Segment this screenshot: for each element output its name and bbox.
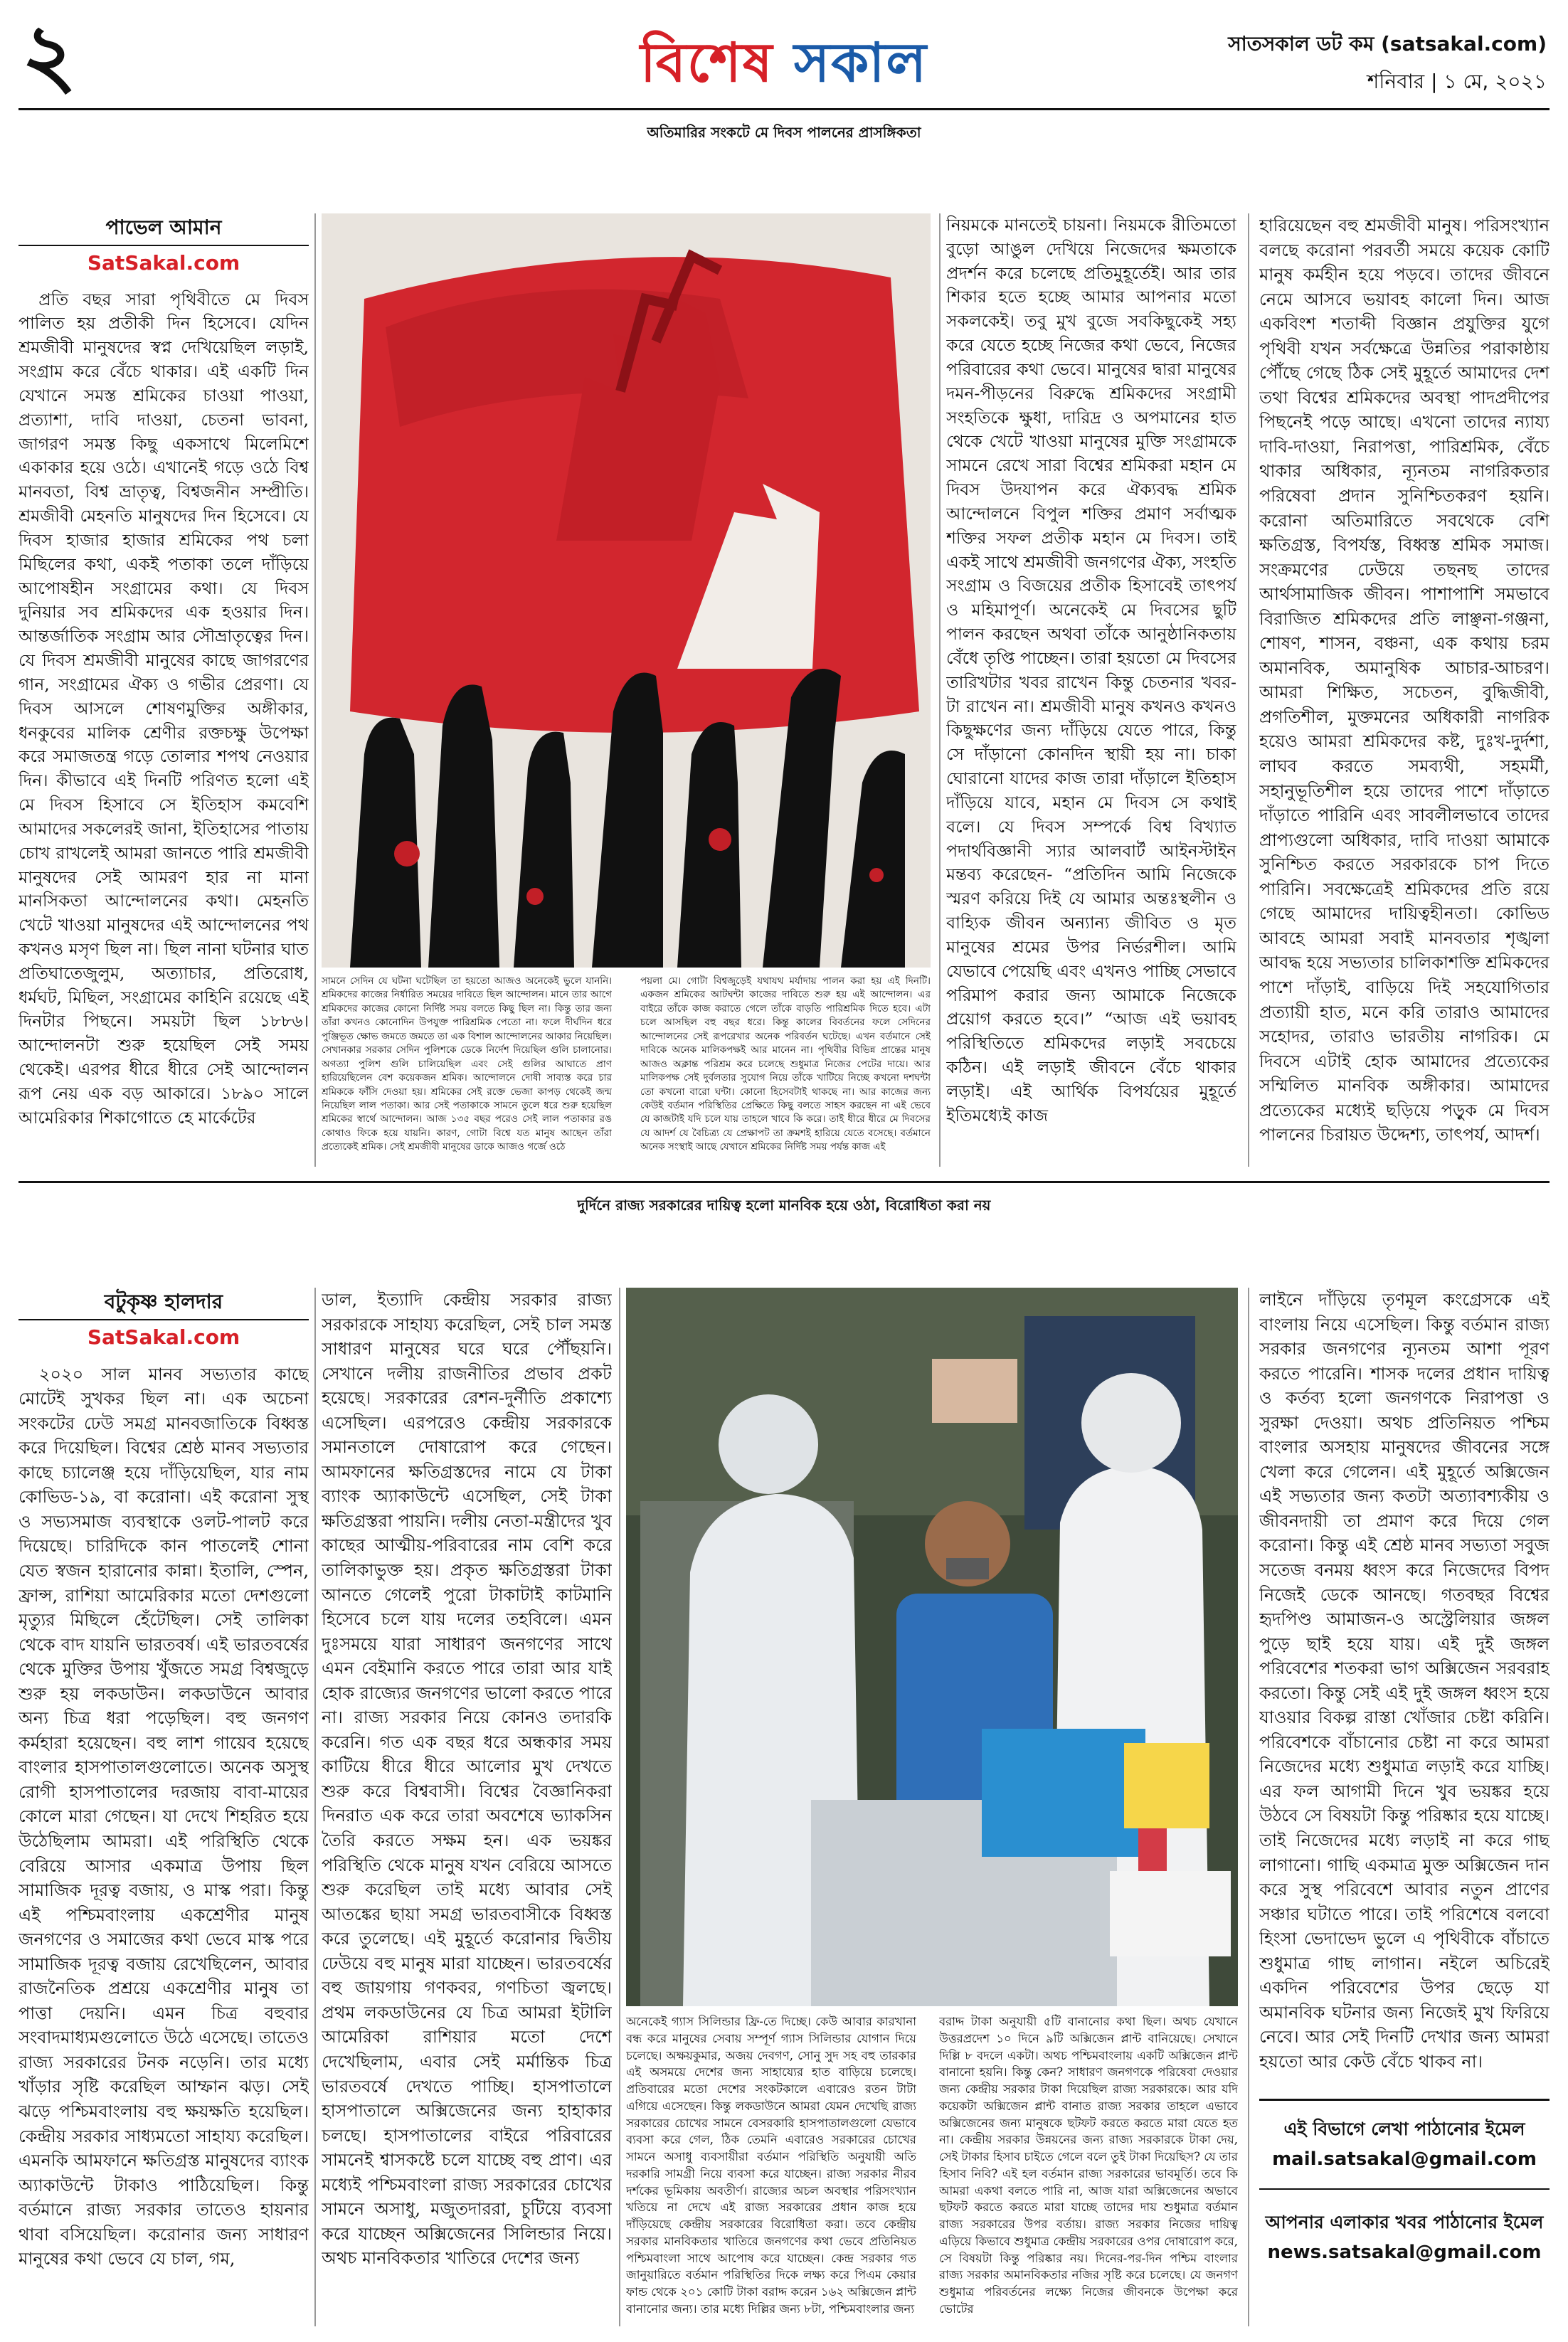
- article2-text-4: বরাদ্দ টাকা অনুযায়ী ৫টি বানানোর কথা ছিল। অথচ যেখানে উত্তরপ্রদেশ ১০ দিনে ৯টি অক্সিজেন প্লান্ট বানিয়েছে। সেখানে দিল্লি ৮ বদলে একটা। অথচ পশ্চিমবাংলায় একটি অক্সিজেন প্লান্ট বানানো হয়নি। কিন্তু কেন? সাধারণ জনগণকে পরিষেবা দেওয়ার জন্য কেন্দ্রীয় সরকার টাকা দিয়েছিল রাজ্য সরকারকে। আর যদি কয়েকটা অক্সিজেন প্লান্ট বানাত রাজ্য সরকার তাহলে এভাবে অক্সিজেনের জন্য মানুষকে ছটফট করতে করতে মারা যেতে হত না। কেন্দ্রীয় সরকার উন্নয়নের জন্য রাজ্য সরকারকে টাকা দেয়, সেই টাকার হিসাব চাইতে গেলে বলে তুই টাকা দিয়েছিস? যে তার হিসাব নিবি? এই হল বর্তমান রাজ্য সরকারের ভাবমূর্তি। তবে কি আমরা একথা বলতে পারি না, আজ যারা অক্সিজেনের অভাবে ছটফট করতে করতে মারা যাচ্ছে তাদের দায় শুধুমাত্র বর্তমান রাজ্য সরকারের উপর বর্তায়। রাজ্য সরকার নিজের দায়িত্ব এড়িয়ে কিভাবে শুধুমাত্র কেন্দ্রীয় সরকারের ওপর দোষারোপ করে, সে বিষয়টা কিন্তু পরিষ্কার নয়। দিনের-পর-দিন পশ্চিম বাংলার রাজ্য সরকার অমানবিকতার নজির সৃষ্টি করে চলেছে। যে জনগণ শুধুমাত্র পরিবর্তনের লক্ষ্যে নিজের জীবনকে উপেক্ষা করে ভোটের: [939, 2015, 1238, 2316]
- contact-email-2[interactable]: news.satsakal@gmail.com: [1267, 2242, 1542, 2263]
- column-divider: [1248, 213, 1249, 1167]
- contact-divider: [1259, 2188, 1550, 2190]
- article2-column-4: [939, 2013, 1238, 2326]
- article2-text-5: লাইনে দাঁড়িয়ে তৃণমূল কংগ্রেসকে এই বাংলায় নিয়ে এসেছিল। কিন্তু বর্তমান রাজ্য সরকার জনগণের ন্যূনতম আশা পূরণ করতে পারেনি। শাসক দলের প্রধান দায়িত্ব ও কর্তব্য হলো জনগণকে নিরাপত্তা ও সুরক্ষা দেওয়া। অথচ প্রতিনিয়ত পশ্চিম বাংলার অসহায় মানুষদের জীবনের সঙ্গে খেলা করে গেলেন। এই মুহূর্তে অক্সিজেন এই সভ্যতার জন্য কতটা অত্যাবশ্যকীয় ও জীবনদায়ী তা প্রমাণ করে দিয়ে গেল করোনা। কিন্তু এই শ্রেষ্ঠ মানব সভ্যতা সবুজ সতেজ বনময় ধ্বংস করে নিজেদের বিপদ নিজেই ডেকে আনছে। গতবছর বিশ্বের হৃদপিণ্ড আমাজন-ও অস্ট্রেলিয়ার জঙ্গল পুড়ে ছাই হয়ে যায়। এই দুই জঙ্গল পরিবেশের শতকরা ভাগ অক্সিজেন সরবরাহ করতো। কিন্তু সেই এই দুই জঙ্গল ধ্বংস হয়ে যাওয়ার বিকল্প রাস্তা খোঁজার চেষ্টা করিনি। পরিবেশকে বাঁচানোর চেষ্টা না করে আমরা নিজেদের মধ্যে শুধুমাত্র লড়াই করে যাচ্ছি। এর ফল আগামী দিনে খুব ভয়ঙ্কর হয়ে উঠবে সে বিষয়টা কিন্তু পরিষ্কার হয়ে যাচ্ছে। তাই নিজেদের মধ্যে লড়াই না করে গাছ লাগানো। গাছি একমাত্র মুক্ত অক্সিজেন দান করে সুস্থ পরিবেশে আবার নতুন প্রাণের সঞ্চার ঘটাতে পারে। তাই পরিশেষে বলবো হিংসা ভেদাভেদ ভুলে এ পৃথিবীকে বাঁচাতে শুধুমাত্র গাছ লাগান। নইলে অচিরেই একদিন পরিবেশের উপর ছেড়ে যা অমানবিক ঘটনার জন্য নিজেই মুখ ফিরিয়ে নেবে। আর সেই দিনটি দেখার জন্য আমরা হয়তো আর কেউ বেঁচে থাকব না।: [1259, 1290, 1550, 2072]
- article1-text-2: সামনে সেদিন যে ঘটনা ঘটেছিল তা হয়তো আজও অনেকেই ভুলে যাননি। শ্রমিকদের কাজের নির্ধারিত সময়ের দাবিতে ছিল আন্দোলন। মানে তার আগে শ্রমিকদের কাজের কোনো নির্দিষ্ট সময় বলতে কিছু ছিল না। কিন্তু তার জন্য তাঁরা কখনও কোনোদিন উপযুক্ত পারিশ্রমিক পেতো না। ফলে দীর্ঘদিন ধরে পুঞ্জিভূত ক্ষোভ জমতে জমতে তা এক বিশাল আন্দোলনের আকার নিয়েছিল। সেখানকার সরকার সেদিন পুলিশকে ডেকে নির্দেশ দিয়েছিল গুলি চালানোর। অগত্যা পুলিশ গুলি চালিয়েছিল এবং সেই গুলির আঘাতে প্রাণ হারিয়েছিলেন বেশ কয়েকজন শ্রমিক। আন্দোলনে দোষী সাব্যস্ত করে চার শ্রমিককে ফাঁসি দেওয়া হয়। শ্রমিকের সেই রক্তে ভেজা কাপড় থেকেই জন্ম নিয়েছিল লাল পতাকা। আর সেই পতাকাকে সামনে তুলে ধরে শুরু হয়েছিল শ্রমিকের স্বার্থে আন্দোলন। আজ ১৩৫ বছর পরেও সেই লাল পতাকার রঙ কোথাও ফিকে হয়ে যায়নি। কারণ, গোটা বিশ্বে যত মানুষ আছেন তাঁরা প্রত্যেকেই শ্রমিক। সেই শ্রমজীবী মানুষের ডাকে আজও গর্জে ওঠে: [322, 975, 612, 1153]
- article1-text-1: প্রতি বছর সারা পৃথিবীতে মে দিবস পালিত হয় প্রতীকী দিন হিসেবে। যেদিন শ্রমজীবী মানুষদের স্বপ্ন দেখিয়েছিল লড়াই, সংগ্রাম করে বেঁচে থাকার। এই একটি দিন যেখানে সমস্ত শ্রমিকের চাওয়া পাওয়া, প্রত্যাশা, দাবি দাওয়া, চেতনা ভাবনা, জাগরণ সমস্ত কিছু একসাথে মিলেমিশে একাকার হয়ে ওঠে। এখানেই গড়ে ওঠে বিশ্ব মানবতা, বিশ্ব ভ্রাতৃত্ব, বিশ্বজনীন সম্প্রীতি। শ্রমজীবী মেহনতি মানুষদের দিন হিসেবে। যে দিবস হাজার হাজার শ্রমিকের পথ চলা মিছিলের কথা, একই পতাকা তলে দাঁড়িয়ে আপোষহীন সংগ্রামের কথা। যে দিবস দুনিয়ার সব শ্রমিকদের এক হওয়ার দিন। আন্তর্জাতিক সংগ্রাম আর সৌভ্রাতৃত্বের দিন। যে দিবস শ্রমজীবী মানুষের কাছে জাগরণের গান, সংগ্রামের ঐক্য ও গভীর প্রেরণা। যে দিবস আসলে শোষণমুক্তির অঙ্গীকার, ধনকুবের মালিক শ্রেণীর রক্তচক্ষু উপেক্ষা করে সমাজতন্ত্র গড়ে তোলার শপথ নেওয়ার দিন। কীভাবে এই দিনটি পরিণত হলো এই মে দিবস হিসাবে সে ইতিহাস কমবেশি আমাদের সকলেরই জানা, ইতিহাসের পাতায় চোখ রাখলেই আমরা জানতে পারি শ্রমজীবী মানুষদের সেই আমরণ হার না মানা মানসিকতা আন্দোলনের কথা। মেহনতি খেটে খাওয়া মানুষদের এই আন্দোলনের পথ কখনও মসৃণ ছিল না। ছিল নানা ঘটনার ঘাত প্রতিঘাতেজুলুম, অত্যাচার, প্রতিরোধ, ধর্মঘট, মিছিল, সংগ্রামের কাহিনি রয়েছে এই দিনটার পিছনে। সময়টা ছিল ১৮৮৬। আন্দোলনটা শুরু হয়েছিল সেই সময় থেকেই। এরপর ধীরে ধীরে সেই আন্দোলন রূপ নেয় এক বড় আকারে। ১৮৯০ সালে আমেরিকার শিকাগোতে হে মার্কেটের: [18, 289, 309, 1128]
- column-divider: [314, 1288, 316, 2326]
- article2-column-2: [322, 1288, 612, 2326]
- issue-date: শনিবার | ১ মে, ২০২১: [1367, 70, 1547, 93]
- article1-column-3: [640, 975, 931, 1167]
- article1-author: পাভেল আমান: [105, 216, 222, 239]
- article2-image-covid-testing: [626, 1288, 1238, 2006]
- contact-label-1: এই বিভাগে লেখা পাঠানোর ইমেল: [1283, 2119, 1525, 2139]
- article1-column-4: [946, 213, 1236, 1167]
- article2-headline: দুর্দিনে রাজ্য সরকারের দায়িত্ব হলো মানবিক হয়ে ওঠা, বিরোধিতা করা নয়: [577, 1197, 991, 1214]
- article1-text-3: পয়লা মে। গোটা বিশ্বজুড়েই যথাযথ মর্যাদায় পালন করা হয় এই দিনটি। একজন শ্রমিকের আটঘন্টা কাজের দাবিতে শুরু হয় এই আন্দোলন। এর বাইরে তাঁকে কাজ করাতে গেলে তাঁকে বাড়তি পারিশ্রমিক দিতে হবে। এটা চলে আসছিল বহু বছর ধরে। কিন্তু কালের বিবর্তনের ফলে সেদিনের আন্দোলনের সেই রূপরেখার অনেক পরিবর্তন ঘটেছে। এখন বর্তমানে সেই দাবিকে অনেক মালিকপক্ষই আর মানেন না। পৃথিবীর বিভিন্ন প্রান্তের মানুষ আজও অক্লান্ত পরিশ্রম করে চলেছে শুধুমাত্র নিজের পেটের দায়ে। আর মালিকপক্ষ সেই দুর্বলতার সুযোগ নিয়ে তাঁকে খাটিয়ে নিচ্ছে কখনো দশঘন্টা তো কখনো বারো ঘন্টা। কোনো হিসেবটাই থাকছে না। আর কাজের জন্য কেউই বর্তমান পরিস্থিতির প্রেক্ষিতে কিছু বলতে সাহস করছেন না এই ভেবে যে কাজটাই যদি চলে যায় তাহলে খাবে কি করে। তাই ধীরে ধীরে মে দিবসের যে আদর্শ যে বৈচিত্র্য যে প্রেক্ষাপট তা ক্রমশই হারিয়ে যেতে বসেছে। বর্তমানে অনেক সংস্থাই আছে যেখানে শ্রমিকের নির্দিষ্ট সময় পর্যন্ত কাজ এই: [640, 975, 931, 1153]
- article1-column-2: [322, 975, 612, 1167]
- article2-text-3: অনেকেই গ্যাস সিলিন্ডার ফ্রি-তে দিচ্ছে। কেউ আবার কারখানা বন্ধ করে মানুষের সেবায় সম্পূর্ণ গ্যাস সিলিন্ডার যোগান দিয়ে চলেছে। অক্ষয়কুমার, অজয় দেবগণ, সোনু সুদ সহ বহু তারকার এই অসময়ে দেশের জন্য সাহায্যের হাত বাড়িয়ে চলেছে। প্রতিবারের মতো দেশের সংকটকালে এবারেও রতন টাটা এগিয়ে এসেছেন। কিন্তু লকডাউনে আমরা যেমন দেখেছি রাজ্য সরকারের চোখের সামনে বেসরকারি হাসপাতালগুলো যেভাবে ব্যবসা করে গেল, ঠিক তেমনি এবারেও সরকারের চোখের সামনে অসাধু ব্যবসায়ীরা বর্তমান পরিস্থিতি অনুযায়ী অতি দরকারি সামগ্রী নিয়ে ব্যবসা করে যাচ্ছেন। রাজ্য সরকার নীরব দর্শকের ভূমিকায় অবতীর্ণ। রাজ্যের অচল অবস্থার পরিসংখ্যান খতিয়ে না দেখে এই রাজ্য সরকারের প্রধান কাজ হয়ে দাঁড়িয়েছে কেন্দ্রীয় সরকারের বিরোধিতা করা। তবে কেন্দ্রীয় সরকার মানবিকতার খাতিরে জনগণের কথা ভেবে প্রতিনিয়ত পশ্চিমবাংলা সাথে আপোষ করে যাচ্ছেন। কেন্দ্র সরকার গত জানুয়ারিতে বর্তমান পরিস্থিতির দিকে লক্ষ্য করে পিএম কেয়ার ফান্ড থেকে ২০১ কোটি টাকা বরাদ্দ করেন ১৬২ অক্সিজেন প্লান্ট বানানোর জন্য। তার মধ্যে দিল্লির জন্য ৮টা, পশ্চিমবাংলার জন্য: [626, 2015, 916, 2316]
- section-rule: [18, 1181, 1550, 1183]
- article2-column-3: [626, 2013, 916, 2326]
- article1-column-5: [1259, 213, 1550, 1167]
- column-divider: [314, 213, 316, 1167]
- article1-site: SatSakal.com: [18, 245, 309, 277]
- article1-text-5: হারিয়েছেন বহু শ্রমজীবী মানুষ। পরিসংখ্যান বলছে করোনা পরবর্তী সময়ে কয়েক কোটি মানুষ কর্মহীন হয়ে পড়বে। তাদের জীবনে নেমে আসবে ভয়াবহ কালো দিন। আজ একবিংশ শতাব্দী বিজ্ঞান প্রযুক্তির যুগে পৃথিবী যখন সর্বক্ষেত্রে উন্নতির পরাকাষ্ঠায় পৌঁছে গেছে ঠিক সেই মুহূর্তে আমাদের দেশ তথা বিশ্বের শ্রমিকদের অবস্থা পাদপ্রদীপের পিছনেই পড়ে আছে। এখনো তাদের ন্যায্য দাবি-দাওয়া, নিরাপত্তা, পারিশ্রমিক, বেঁচে থাকার অধিকার, ন্যূনতম নাগরিকতার পরিষেবা প্রদান সুনিশ্চিতকরণ হয়নি। করোনা অতিমারিতে সবথেকে বেশি ক্ষতিগ্রস্ত, বিপর্যস্ত, বিধ্বস্ত শ্রমিক সমাজ। সংক্রমণের ঢেউয়ে তছনছ তাদের আর্থসামাজিক জীবন। পাশাপাশি সমভাবে বিরাজিত শ্রমিকদের প্রতি লাঞ্ছনা-গঞ্জনা, শোষণ, শাসন, বঞ্চনা, এক কথায় চরম অমানবিক, অমানুষিক আচার-আচরণ। আমরা শিক্ষিত, সচেতন, বুদ্ধিজীবী, প্রগতিশীল, মুক্তমনের অধিকারী নাগরিক হয়েও আমরা শ্রমিকদের কষ্ট, দুঃখ-দুর্দশা, লাঘব করতে সমব্যথী, সহমর্মী, সহানুভূতিশীল হয়ে তাদের পাশে দাঁড়াতে দাঁড়াতে পারিনি এবং সাবলীলভাবে তাদের প্রাপ্যগুলো অধিকার, দাবি দাওয়া আমাকে সুনিশ্চিত করতে সরকারকে চাপ দিতে পারিনি। সবক্ষেত্রেই শ্রমিকদের প্রতি রয়ে গেছে আমাদের দায়িত্বহীনতা। কোভিড আবহে আমরা সবাই মানবতার শৃঙ্খলা আবদ্ধ হয়ে সভ্যতার চালিকাশক্তি শ্রমিকদের পাশে দাঁড়াই, বাড়িয়ে দিই সহযোগিতার প্রত্যায়ী হাত, মনে করি তারাও আমাদের সহোদর, তারাও ভারতীয় নাগরিক। মে দিবসে এটাই হোক আমাদের প্রত্যেকের সম্মিলিত মানবিক অঙ্গীকার। আমাদের প্রত্যেকের মধ্যেই ছড়িয়ে পড়ুক মে দিবস পালনের চিরায়ত উদ্দেশ্য, তাৎপর্য, আদর্শ।: [1259, 216, 1550, 1145]
- article1-column-1: [18, 213, 309, 1167]
- contact-email-box: [1259, 2099, 1550, 2326]
- article2-text-2: ডাল, ইত্যাদি কেন্দ্রীয় সরকার রাজ্য সরকারকে সাহায্য করেছিল, সেই চাল সমস্ত সাধারণ মানুষের ঘরে ঘরে পৌঁছয়নি। সেখানে দলীয় রাজনীতির প্রভাব প্রকট হয়েছে। সরকারের রেশন-দুর্নীতি প্রকাশ্যে এসেছিল। এরপরেও কেন্দ্রীয় সরকারকে সমানতালে দোষারোপ করে গেছেন। আমফানের ক্ষতিগ্রস্তদের নামে যে টাকা ব্যাংক অ্যাকাউন্টে এসেছিল, সেই টাকা ক্ষতিগ্রস্তরা পায়নি। দলীয় নেতা-মন্ত্রীদের খুব কাছের আত্মীয়-পরিবারের নাম বেশি করে তালিকাভুক্ত হয়। প্রকৃত ক্ষতিগ্রস্তরা টাকা আনতে গেলেই পুরো টাকাটাই কাটমানি হিসেবে চলে যায় দলের তহবিলে। এমন দুঃসময়ে যারা সাধারণ জনগণের সাথে এমন বেইমানি করতে পারে তারা আর যাই হোক রাজ্যের জনগণের ভালো করতে পারে না। রাজ্য সরকার নিয়ে কোনও তদারকি করেনি। গত এক বছর ধরে অন্ধকার সময় কাটিয়ে ধীরে ধীরে আলোর মুখ দেখতে শুরু করে বিশ্ববাসী। বিশ্বের বৈজ্ঞানিকরা দিনরাত এক করে তারা অবশেষে ভ্যাকসিন তৈরি করতে সক্ষম হন। এক ভয়ঙ্কর পরিস্থিতি থেকে মানুষ যখন বেরিয়ে আসতে শুরু করেছিল তাই মধ্যে আবার সেই আতঙ্কের ছায়া সমগ্র ভারতবাসীকে বিধ্বস্ত করে তুলেছে। এই মুহূর্তে করোনার দ্বিতীয় ঢেউয়ে বহু মানুষ মারা যাচ্ছেন। ভারতবর্ষের বহু জায়গায় গণকবর, গণচিতা জ্বলছে। প্রথম লকডাউনের যে চিত্র আমরা ইটালি আমেরিকা রাশিয়ার মতো দেশে দেখেছিলাম, এবার সেই মর্মান্তিক চিত্র ভারতবর্ষে দেখতে পাচ্ছি। হাসপাতালে হাসপাতালে অক্সিজেনের জন্য হাহাকার চলছে। হাসপাতালের বাইরে পরিবারের সামনেই শ্বাসকষ্টে চলে যাচ্ছে বহু প্রাণ। এর মধ্যেই পশ্চিমবাংলা রাজ্য সরকারের চোখের সামনে অসাধু, মজুতদাররা, চুটিয়ে ব্যবসা করে যাচ্ছেন অক্সিজেনের সিলিন্ডার নিয়ে। অথচ মানবিকতার খাতিরে দেশের জন্য: [322, 1290, 612, 2269]
- article1-text-4: নিয়মকে মানতেই চায়না। নিয়মকে রীতিমতো বুড়ো আঙুল দেখিয়ে নিজেদের ক্ষমতাকে প্রদর্শন করে চলেছে প্রতিমুহূর্তেই। আর তার শিকার হতে হচ্ছে আমার আপনার মতো সকলকেই। তবু মুখ বুজে সবকিছুকেই সহ্য করে যেতে হচ্ছে নিজের কথা ভেবে, নিজের পরিবারের কথা ভেবে। মানুষের দ্বারা মানুষের দমন-পীড়নের বিরুদ্ধে শ্রমিকদের সংগ্রামী সংহতিকে ক্ষুধা, দারিদ্র ও অপমানের হাত থেকে খেটে খাওয়া মানুষের মুক্তি সংগ্রামকে সামনে রেখে সারা বিশ্বের শ্রমিকরা মহান মে দিবস উদযাপন করে ঐক্যবদ্ধ শ্রমিক আন্দোলনে বিপুল শক্তির প্রমাণ সর্বাত্মক শক্তির সফল প্রতীক মহান মে দিবস। তাই একই সাথে শ্রমজীবী জনগণের ঐক্য, সংহতি সংগ্রাম ও বিজয়ের প্রতীক হিসাবেই তাৎপর্য ও মহিমাপূর্ণ। অনেকেই মে দিবসের ছুটি পালন করছেন অথবা তাঁকে আনুষ্ঠানিকতায় বেঁধে তৃপ্তি পাচ্ছেন। তারা হয়তো মে দিবসের তারিখটার খবর রাখেন কিন্তু চেতনার খবর-টা রাখেন না। শ্রমজীবী মানুষ কখনও কখনও কিছুক্ষণের জন্য দাঁড়িয়ে যেতে পারে, কিন্তু সে দাঁড়ানো কোনদিন স্থায়ী হয় না। চাকা ঘোরানো যাদের কাজ তারা দাঁড়ালে ইতিহাস দাঁড়িয়ে যাবে, মহান মে দিবস সে কথাই বলে। যে দিবস সম্পর্কে বিশ্ব বিখ্যাত পদার্থবিজ্ঞানী স্যার আলবার্ট আইনস্টাইন মন্তব্য করেছেন- “প্রতিদিন আমি নিজেকে স্মরণ করিয়ে দিই যে আমার অন্তঃস্থলীন ও বাহ্যিক জীবন অন্যান্য জীবিত ও মৃত মানুষের শ্রমের উপর নির্ভরশীল। আমি যেভাবে পেয়েছি এবং এখনও পাচ্ছি সেভাবে পরিমাপ করার জন্য আমাকে নিজেকে প্রয়োগ করতে হবে।” “আজ এই ভয়াবহ পরিস্থিতিতে শ্রমিকদের লড়াই সবচেয়ে কঠিন। এই লড়াই জীবনে বেঁচে থাকার লড়াই। এই আর্থিক বিপর্যয়ের মুহূর্তে ইতিমধ্যেই কাজ: [946, 215, 1236, 1125]
- article1-image-fist-poster: [322, 213, 931, 968]
- contact-email-1[interactable]: mail.satsakal@gmail.com: [1272, 2148, 1537, 2170]
- article2-column-5: [1259, 1288, 1550, 2084]
- page-number: ২: [21, 5, 78, 105]
- contact-label-2: আপনার এলাকার খবর পাঠানোর ইমেল: [1265, 2212, 1544, 2232]
- site-name: সাতসকাল ডট কম (satsakal.com): [1228, 32, 1547, 55]
- column-divider: [939, 213, 941, 1167]
- masthead-word-2: সকাল: [793, 31, 928, 94]
- masthead-word-1: বিশেষ: [640, 31, 774, 94]
- article2-text-1: ২০২০ সাল মানব সভ্যতার কাছে মোটেই সুখকর ছিল না। এক অচেনা সংকটের ঢেউ সমগ্র মানবজাতিকে বিধ্বস্ত করে দিয়েছিল। বিশ্বের শ্রেষ্ঠ মানব সভ্যতার কাছে চ্যালেঞ্জ হয়ে দাঁড়িয়েছিল, যার নাম কোভিড-১৯, বা করোনা। এই করোনা সুস্থ ও সভ্যসমাজ ব্যবস্থাকে ওলট-পালট করে দিয়েছে। চারিদিকে কান পাতলেই শোনা যেত স্বজন হারানোর কান্না। ইতালি, স্পেন, ফ্রান্স, রাশিয়া আমেরিকার মতো দেশগুলো মৃত্যুর মিছিলে হেঁটেছিল। সেই তালিকা থেকে বাদ যায়নি ভারতবর্ষ। এই ভারতবর্ষের থেকে মুক্তির উপায় খুঁজতে সমগ্র বিশ্বজুড়ে শুরু হয় লকডাউন। লকডাউনে আবার অন্য চিত্র ধরা পড়েছিল। বহু জনগণ কর্মহারা হয়েছেন। বহু লাশ গায়েব হয়েছে বাংলার হাসপাতালগুলোতে। অনেক অসুস্থ রোগী হাসপাতালের দরজায় বাবা-মায়ের কোলে মারা গেছেন। যা দেখে শিহরিত হয়ে উঠেছিলাম আমরা। এই পরিস্থিতি থেকে বেরিয়ে আসার একমাত্র উপায় ছিল সামাজিক দূরত্ব বজায়, ও মাস্ক পরা। কিন্তু এই পশ্চিমবাংলায় একশ্রেণীর মানুষ জনগণের ও সমাজের কথা ভেবে মাস্ক পরে সামাজিক দূরত্ব বজায় রেখেছিলেন, আবার রাজনৈতিক প্রশ্রয়ে একশ্রেণীর মানুষ তা পাত্তা দেয়নি। এমন চিত্র বহুবার সংবাদমাধ্যমগুলোতে উঠে এসেছে। তাতেও রাজ্য সরকারের টনক নড়েনি। তার মধ্যে খাঁড়ার সৃষ্টি করেছিল আম্ফান ঝড়। সেই ঝড়ে পশ্চিমবাংলায় বহু ক্ষয়ক্ষতি হয়েছিল। কেন্দ্রীয় সরকার সাধ্যমতো সাহায্য করেছিল। এমনকি আমফানে ক্ষতিগ্রস্ত মানুষদের ব্যাংক অ্যাকাউন্টে টাকাও পাঠিয়েছিল। কিন্তু বর্তমানে রাজ্য সরকার তাতেও হায়নার থাবা বসিয়েছিল। করোনার জন্য সাধারণ মানুষের কথা ভেবে যে চাল, গম,: [18, 1364, 309, 2269]
- header-rule: [18, 108, 1550, 110]
- article2-author: বটুকৃষ্ণ হালদার: [104, 1290, 223, 1313]
- column-divider: [1248, 1288, 1249, 2326]
- header-meta: [1228, 28, 1547, 100]
- column-divider: [619, 1288, 620, 2326]
- article2-column-1: [18, 1288, 309, 2326]
- article2-site: SatSakal.com: [18, 1319, 309, 1352]
- article1-headline: অতিমারির সংকটে মে দিবস পালনের প্রাসঙ্গিকতা: [647, 124, 921, 141]
